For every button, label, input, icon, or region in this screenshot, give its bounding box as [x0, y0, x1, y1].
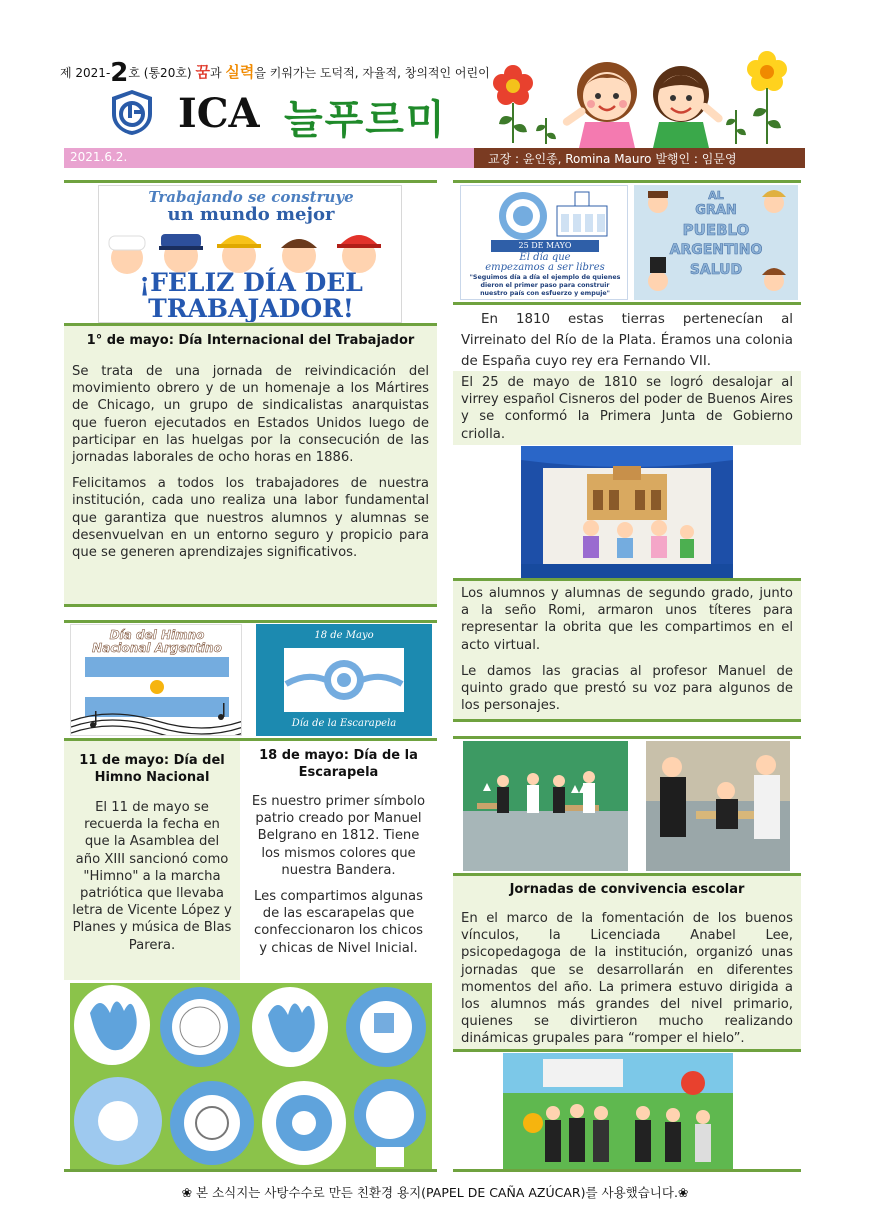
mayo25-puppets-article: [453, 581, 801, 719]
workers-icon: [99, 226, 402, 274]
trabajador-paragraph-1: Se trata de una jornada de reivindicación del movimiento obrero y de un homenaje a los Mártires de Chicago, un grupo de sindicalistas anarquistas que fueron ejecutados en Estados Unidos luego de participar en las huelgas por la consecución de las jornadas laborales de ocho horas en 1886.: [72, 364, 429, 466]
newsletter-brand: ICA: [178, 90, 260, 137]
students-activity-icon: [463, 741, 628, 871]
25-mayo-card: [460, 185, 628, 300]
group-mural-icon: [503, 1053, 733, 1169]
school-logo-icon: [108, 88, 156, 136]
banner-top-line-2: un mundo mejor: [167, 204, 335, 225]
newsletter-title-korean: 늘푸르미: [284, 97, 447, 143]
himno-image-title-1: Día del Himno: [109, 628, 205, 642]
puppet-theater-photo: [521, 446, 733, 578]
escarapela-image-caption: Día de la Escarapela: [291, 718, 397, 729]
divider: [453, 1169, 801, 1172]
divider: [453, 180, 801, 183]
convivencia-title: Jornadas de convivencia escolar: [509, 882, 745, 897]
issue-suffix: 호 (통20호): [128, 66, 192, 80]
himno-body: El 11 de mayo se recuerda la fecha en que la Asamblea del año XIII sancionó como "Himno" a la marcha patriótica que llevaba letra de Vicente López y Planes y música de Blas Parera.: [72, 800, 232, 953]
mayo25-puppets-body: [461, 585, 793, 714]
banner-bottom-line-2: TRABAJADOR!: [148, 294, 354, 323]
card-date: 25 DE MAYO: [491, 240, 599, 252]
mayo25-history: [453, 371, 801, 445]
sign-line-1: AL: [708, 189, 724, 202]
mayo25-paragraph-1: En 1810 estas tierras pertenecían al Virreinato del Río de la Plata. Éramos una colonia de España cuyo rey era Fernando VII.: [461, 312, 793, 369]
slogan-dream: 꿈: [195, 63, 210, 81]
issue-number: 2: [110, 58, 129, 88]
escarapela-article: [240, 741, 437, 980]
divider: [453, 1049, 801, 1052]
mayo25-paragraph-4: Le damos las gracias al profesor Manuel de quinto grado que prestó su voz para algunos de los personajes.: [461, 663, 793, 714]
footer-note: ❀ 본 소식지는 사탕수수로 만든 친환경 용지(PAPEL DE CAÑA AZÚCAR)를 사용했습니다.❀: [181, 1185, 689, 1200]
divider: [64, 620, 437, 623]
convivencia-photo-1: [463, 741, 628, 871]
crafts-icon: [70, 983, 432, 1169]
students-table-icon: [646, 741, 790, 871]
himno-image: [70, 624, 242, 736]
sign-line-4: ARGENTINO: [669, 242, 763, 258]
card-quote: "Seguimos día a día el ejemplo de quienes dieron el primer paso para construir nuestro país con esfuerzo y empuje": [469, 274, 621, 297]
trabajador-paragraph-2: Felicitamos a todos los trabajadores de nuestra institución, cada uno realiza una labor fundamental que garantiza que nuestros alumnos y alumnas se desenvuelvan en un entorno seguro y propicio para que se generen aprendizajes significativos.: [72, 476, 429, 561]
sign-line-3: PUEBLO: [682, 221, 750, 239]
staff-info: 교장 : 윤인종, Romina Mauro 발행인 : 임문영: [488, 152, 737, 166]
escarapela-image-date: 18 de Mayo: [314, 630, 374, 641]
kids-flowers-illustration: [485, 48, 805, 148]
slogan-skill: 실력: [225, 63, 255, 81]
convivencia-photo-2: [646, 741, 790, 871]
divider: [64, 604, 437, 607]
escarapela-body: [248, 793, 429, 957]
divider: [64, 1169, 437, 1172]
slogan-and: 과: [209, 66, 222, 80]
mayo25-paragraph-2: El 25 de mayo de 1810 se logró desalojar al virrey español Cisneros del poder de Buenos Aires y se conformó la Primera Junta de Gobierno criolla.: [461, 375, 793, 442]
banner-bottom-line-1: ¡FELIZ DÍA DEL: [139, 268, 363, 297]
himno-article: [64, 741, 240, 980]
issue-prefix: 제 2021-: [60, 66, 111, 80]
escarapela-image: [256, 624, 432, 736]
himno-title: 11 de mayo: Día del Himno Nacional: [79, 753, 225, 785]
convivencia-group-photo: [503, 1053, 733, 1169]
escarapela-title: 18 de mayo: Día de la Escarapela: [259, 748, 418, 780]
trabajador-title: 1° de mayo: Día Internacional del Trabajador: [86, 333, 415, 348]
trabajador-body: [72, 363, 429, 561]
trabajador-banner: [98, 185, 402, 323]
mayo25-paragraph-3: Los alumnos y alumnas de segundo grado, junto a la seño Romi, armaron unos títeres para representar la obrita que les compartimos en el acto virtual.: [461, 586, 793, 653]
header-bar: [64, 148, 805, 168]
card-line-2: empezamos a ser libres: [485, 262, 605, 273]
puppet-theater-icon: [521, 446, 733, 578]
issue-line: [60, 58, 490, 88]
escarapela-paragraph-2: Les compartimos algunas de las escarapelas que confeccionaron los chicos y chicas de Nivel Inicial.: [253, 889, 424, 956]
divider: [64, 180, 437, 183]
issue-date: 2021.6.2.: [70, 150, 128, 164]
card-line-1: El día que: [519, 252, 571, 263]
divider: [453, 736, 801, 739]
escarapelas-crafts-photo: [70, 983, 432, 1169]
trabajador-article: [64, 326, 437, 604]
convivencia-article: [453, 876, 801, 1049]
escarapela-paragraph-1: Es nuestro primer símbolo patrio creado por Manuel Belgrano en 1812. Tiene los mismos colores que nuestra Bandera.: [251, 794, 426, 878]
sign-line-2: GRAN: [695, 203, 737, 218]
convivencia-body: En el marco de la fomentación de los buenos vínculos, la Licenciada Anabel Lee, psicopedagoga de la institución, organizó unas jornadas que se desarrollarán en diferentes momentos del año. La primera estuvo dirigida a los alumnos más grandes del nivel primario, quienes se divirtieron mucho realizando dinámicas grupales para “romper el hielo”.: [461, 911, 793, 1047]
sign-line-5: SALUD: [689, 262, 743, 278]
mayo25-intro: [453, 305, 801, 371]
rosette-cabildo-icon: [461, 186, 628, 246]
al-gran-pueblo-sign: [634, 185, 798, 300]
himno-image-title-2: Nacional Argentino: [92, 641, 222, 655]
slogan-rest: 을 키워가는 도덕적, 자율적, 창의적인 어린이: [254, 66, 490, 80]
banner-top-line-1: Trabajando se construye: [148, 188, 354, 206]
divider: [453, 719, 801, 722]
